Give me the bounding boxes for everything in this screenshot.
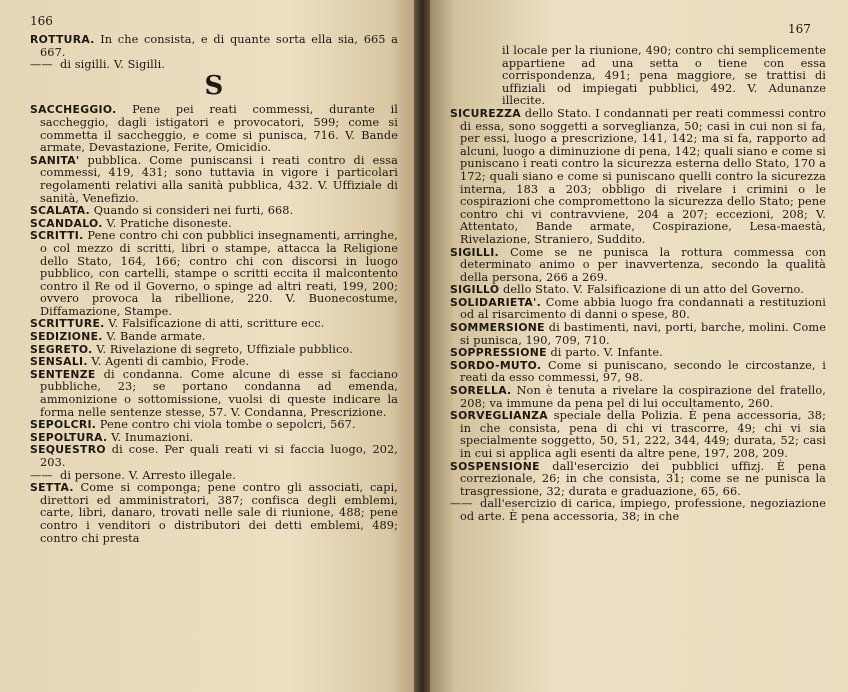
index-entry: SACCHEGGIO. Pene pei reati commessi, durante il saccheggio, dagli istigatori e provocatori, 599; come si commetta il saccheggio, e come si punisca, 716. V. Bande armate, Devastazione, Ferite, Omicidio.: [30, 103, 398, 155]
index-entry: SOMMERSIONE di bastimenti, navi, porti, barche, molini. Come si punisca, 190, 709, 710.: [450, 321, 826, 347]
index-entry: SORVEGLIANZA speciale della Polizia. È pena accessoria, 38; in che consista, pena di chi vi trascorre, 49; chi vi sia specialmente soggetto, 50, 51, 222, 344, 449; durata, 52; casi in cui si applica agli esenti da altre pene, 197, 208, 209.: [450, 409, 826, 460]
index-entry: SENSALI. V. Agenti di cambio, Frode.: [30, 355, 250, 369]
index-entry: SCRITTURE. V. Falsificazione di atti, scritture ecc.: [30, 317, 325, 331]
index-entry: ROTTURA. In che consista, e di quante sorta ella sia, 665 a 667.: [30, 33, 398, 59]
index-entry: SCANDALO. V. Pratiche disoneste.: [30, 216, 232, 230]
index-entry: SETTA. Come si componga; pene contro gli associati, capi, direttori ed amministratori, 387; confisca degli emblemi, carte, libri, danaro, trovati nelle sale di riunione, 488; pene contro i venditori o distributori dei detti emblemi, 489; contro chi presta: [30, 481, 398, 545]
index-subentry: —— dall'esercizio di carica, impiego, professione, negoziazione od arte. È pena accessoria, 38; in che: [450, 497, 826, 523]
index-entry: SIGILLO dello Stato. V. Falsificazione di un atto del Governo.: [450, 283, 804, 297]
index-entry: SOLIDARIETA'. Come abbia luogo fra condannati a restituzioni od al risarcimento di danni o spese, 80.: [450, 295, 826, 322]
index-entry: SEGRETO. V. Rivelazione di segreto, Uffiziale pubblico.: [30, 342, 353, 356]
index-entry: SEDIZIONE. V. Bande armate.: [30, 330, 206, 344]
index-entry: SEPOLTURA. V. Inumazioni.: [30, 430, 194, 444]
index-entry: SIGILLI. Come se ne punisca la rottura commessa con determinato animo o per inavvertenza, secondo la qualità della persona, 266 a 269.: [450, 245, 826, 284]
index-entry: SOSPENSIONE dall'esercizio dei pubblici uffizj. È pena correzionale, 26; in che consista, 31; come se ne punisca la trasgressione, 32; durata e graduazione, 65, 66.: [450, 459, 826, 498]
continuation-text: il locale per la riunione, 490; contro chi semplicemente appartiene ad una setta o tiene con essa corrispondenza, 491; pena maggiore, se trattisi di uffiziali od impiegati pubblici, 492. V. Adunanze illecite.: [502, 44, 826, 108]
page-number: 167: [788, 22, 811, 36]
index-entry: SICUREZZA dello Stato. I condannati per reati commessi contro di essa, sono soggetti a sorveglianza, 50; casi in cui non si fa, per essi, luogo a prescrizione, 141, 142; ma si fa, rapporto ad alcuni, luogo a diminuzione di pena, 142; quali siano e come si puniscano i reati contro la sicurezza esterna dello Stato, 170 a 172; quali siano e come si puniscano quelli contro la sicurezza interna, 183 a 203; obbligo di rivelare i crimini o le cospirazioni che compromettono la sicurezza dello Stato; pene contro chi vi contravviene, 204 a 207; eccezioni, 208; V. Attentato, Bande armate, Cospirazione, Lesa-maestà, Rivelazione, Straniero, Suddito.: [450, 106, 826, 246]
index-entry: SEQUESTRO di cose. Per quali reati vi si faccia luogo, 202, 203.: [30, 443, 398, 469]
index-entry: SCALATA. Quando si consideri nei furti, 668.: [30, 204, 294, 218]
index-entry: SORDO-MUTO. Come si puniscano, secondo le circostanze, i reati da esso commessi, 97, 98.: [450, 358, 826, 385]
index-entry: SOPPRESSIONE di parto. V. Infante.: [450, 346, 663, 360]
index-column: [30, 34, 398, 545]
index-subentry: —— di persone. V. Arresto illegale.: [30, 468, 236, 482]
left-page: [0, 0, 414, 692]
index-entry: SORELLA. Non è tenuta a rivelare la cospirazione del fratello, 208; va immune da pena pel di lui occultamento, 260.: [450, 384, 826, 410]
right-page: [430, 0, 848, 692]
index-subentry: —— di sigilli. V. Sigilli.: [30, 58, 166, 72]
index-column: [450, 45, 826, 524]
section-letter: S: [204, 70, 224, 101]
page-number: 166: [30, 14, 53, 28]
index-entry: SANITA' pubblica. Come puniscansi i reati contro di essa commessi, 419, 431; sono tuttavia in vigore i particolari regolamenti relativi alla sanità pubblica, 432. V. Uffiziale di sanità, Venefizio.: [30, 153, 398, 205]
index-entry: SENTENZE di condanna. Come alcune di esse si facciano pubbliche, 23; se portano condanna ad emenda, ammonizione o sottomissione, vuolsi di queste indicare la forma nelle sentenze stesse, 57. V. Condanna, Prescrizione.: [30, 367, 398, 419]
book-gutter: [414, 0, 430, 692]
index-entry: SEPOLCRI. Pene contro chi viola tombe o sepolcri, 567.: [30, 418, 356, 432]
index-entry: SCRITTI. Pene contro chi con pubblici insegnamenti, arringhe, o col mezzo di scritti, libri o stampe, attacca la Religione dello Stato, 164, 166; contro chi con discorsi in luogo pubblico, con cartelli, stampe o scritti eccita il malcontento contro il Re od il Governo, o spinge ad altri reati, 199, 200; ovvero provoca la ribellione, 220. V. Buonecostume, Diffamazione, Stampe.: [30, 229, 398, 318]
